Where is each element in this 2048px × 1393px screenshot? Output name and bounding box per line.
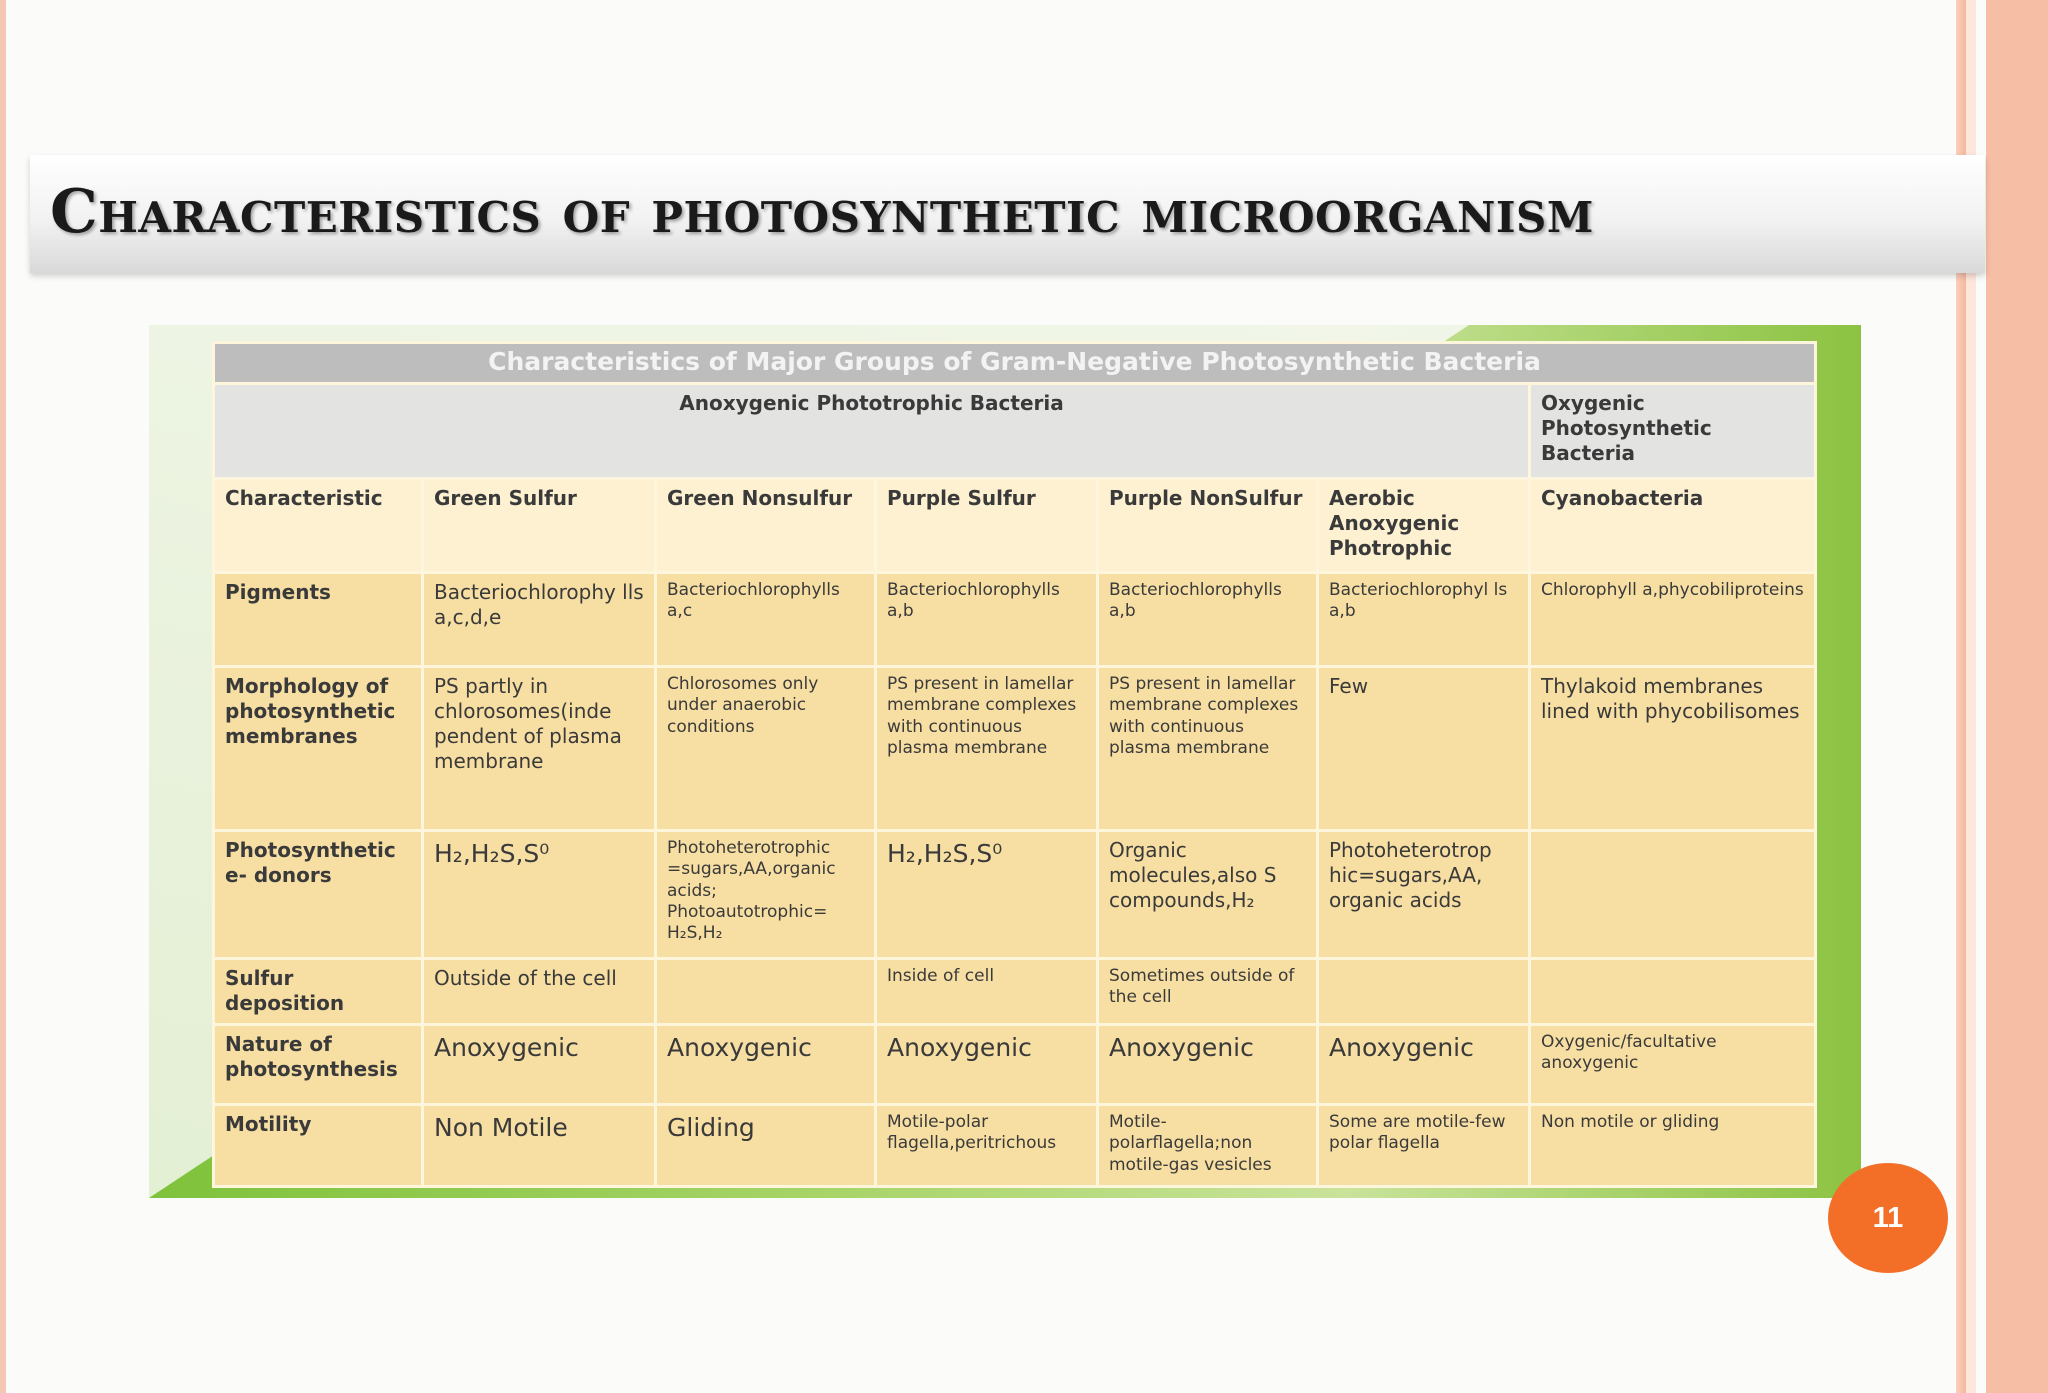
column-header: Purple Sulfur bbox=[876, 479, 1098, 573]
column-header: Cyanobacteria bbox=[1530, 479, 1816, 573]
table-cell: Anoxygenic bbox=[423, 1025, 656, 1105]
column-header: Green Sulfur bbox=[423, 479, 656, 573]
table-row-sulfur-deposition bbox=[214, 959, 1816, 1025]
table-cell: Anoxygenic bbox=[656, 1025, 876, 1105]
table-cell: H₂,H₂S,S⁰ bbox=[876, 831, 1098, 959]
group-oxygenic: Oxygenic Photosynthetic Bacteria bbox=[1530, 384, 1816, 479]
table-cell bbox=[1530, 959, 1816, 1025]
row-label: Motility bbox=[214, 1105, 423, 1187]
table-cell: Bacteriochlorophylls a,c bbox=[656, 573, 876, 667]
row-label: Morphology of photosynthetic membranes bbox=[214, 667, 423, 831]
table-cell: Bacteriochlorophyl ls a,b bbox=[1318, 573, 1530, 667]
column-header: Purple NonSulfur bbox=[1098, 479, 1318, 573]
table-caption-row bbox=[214, 343, 1816, 384]
column-header: Green Nonsulfur bbox=[656, 479, 876, 573]
table-cell bbox=[1530, 831, 1816, 959]
row-label: Nature of photosynthesis bbox=[214, 1025, 423, 1105]
table-cell: Motile-polar flagella,peritrichous bbox=[876, 1105, 1098, 1187]
column-header: Aerobic Anoxygenic Photrophic bbox=[1318, 479, 1530, 573]
table-caption: Characteristics of Major Groups of Gram-Negative Photosynthetic Bacteria bbox=[214, 343, 1816, 384]
table-cell: Anoxygenic bbox=[1098, 1025, 1318, 1105]
row-label: Sulfur deposition bbox=[214, 959, 423, 1025]
slide-title: Characteristics of photosynthetic microorganism bbox=[50, 177, 1594, 247]
page-number-badge: 11 bbox=[1828, 1163, 1948, 1273]
left-border-decoration bbox=[0, 0, 24, 1393]
table-row-nature bbox=[214, 1025, 1816, 1105]
table-cell: PS present in lamellar membrane complexes with continuous plasma membrane bbox=[876, 667, 1098, 831]
table-container bbox=[212, 341, 1814, 1188]
table-row-motility bbox=[214, 1105, 1816, 1187]
table-cell: Bacteriochlorophylls a,b bbox=[1098, 573, 1318, 667]
column-header-row bbox=[214, 479, 1816, 573]
table-cell: Inside of cell bbox=[876, 959, 1098, 1025]
group-header-row bbox=[214, 384, 1816, 479]
title-bar bbox=[30, 155, 1985, 273]
table-cell: Bacteriochlorophylls a,b bbox=[876, 573, 1098, 667]
table-cell: Anoxygenic bbox=[1318, 1025, 1530, 1105]
table-frame bbox=[149, 325, 1861, 1198]
table-row-pigments bbox=[214, 573, 1816, 667]
column-header: Characteristic bbox=[214, 479, 423, 573]
row-label: Pigments bbox=[214, 573, 423, 667]
table-cell: Sometimes outside of the cell bbox=[1098, 959, 1318, 1025]
table-cell bbox=[1318, 959, 1530, 1025]
table-cell: Gliding bbox=[656, 1105, 876, 1187]
table-row-electron-donors bbox=[214, 831, 1816, 959]
table-cell: Few bbox=[1318, 667, 1530, 831]
table-cell: Oxygenic/facultative anoxygenic bbox=[1530, 1025, 1816, 1105]
group-anoxygenic: Anoxygenic Phototrophic Bacteria bbox=[214, 384, 1530, 479]
table-row-morphology bbox=[214, 667, 1816, 831]
characteristics-table bbox=[212, 341, 1817, 1188]
table-cell: Non Motile bbox=[423, 1105, 656, 1187]
table-cell: Bacteriochlorophy lls a,c,d,e bbox=[423, 573, 656, 667]
table-cell: Chlorophyll a,phycobiliproteins bbox=[1530, 573, 1816, 667]
table-cell: PS partly in chlorosomes(inde pendent of plasma membrane bbox=[423, 667, 656, 831]
table-cell: Non motile or gliding bbox=[1530, 1105, 1816, 1187]
table-cell: Some are motile-few polar flagella bbox=[1318, 1105, 1530, 1187]
table-cell: Outside of the cell bbox=[423, 959, 656, 1025]
table-cell: Anoxygenic bbox=[876, 1025, 1098, 1105]
table-cell: Photoheterotrop hic=sugars,AA, organic acids bbox=[1318, 831, 1530, 959]
table-cell: Organic molecules,also S compounds,H₂ bbox=[1098, 831, 1318, 959]
table-cell: Photoheterotrophic =sugars,AA,organic acids; Photoautotrophic= H₂S,H₂ bbox=[656, 831, 876, 959]
table-cell: H₂,H₂S,S⁰ bbox=[423, 831, 656, 959]
row-label: Photosynthetic e- donors bbox=[214, 831, 423, 959]
table-cell: Motile-polarflagella;non motile-gas vesicles bbox=[1098, 1105, 1318, 1187]
table-cell: Chlorosomes only under anaerobic conditions bbox=[656, 667, 876, 831]
table-cell: Thylakoid membranes lined with phycobilisomes bbox=[1530, 667, 1816, 831]
table-cell bbox=[656, 959, 876, 1025]
table-cell: PS present in lamellar membrane complexes with continuous plasma membrane bbox=[1098, 667, 1318, 831]
